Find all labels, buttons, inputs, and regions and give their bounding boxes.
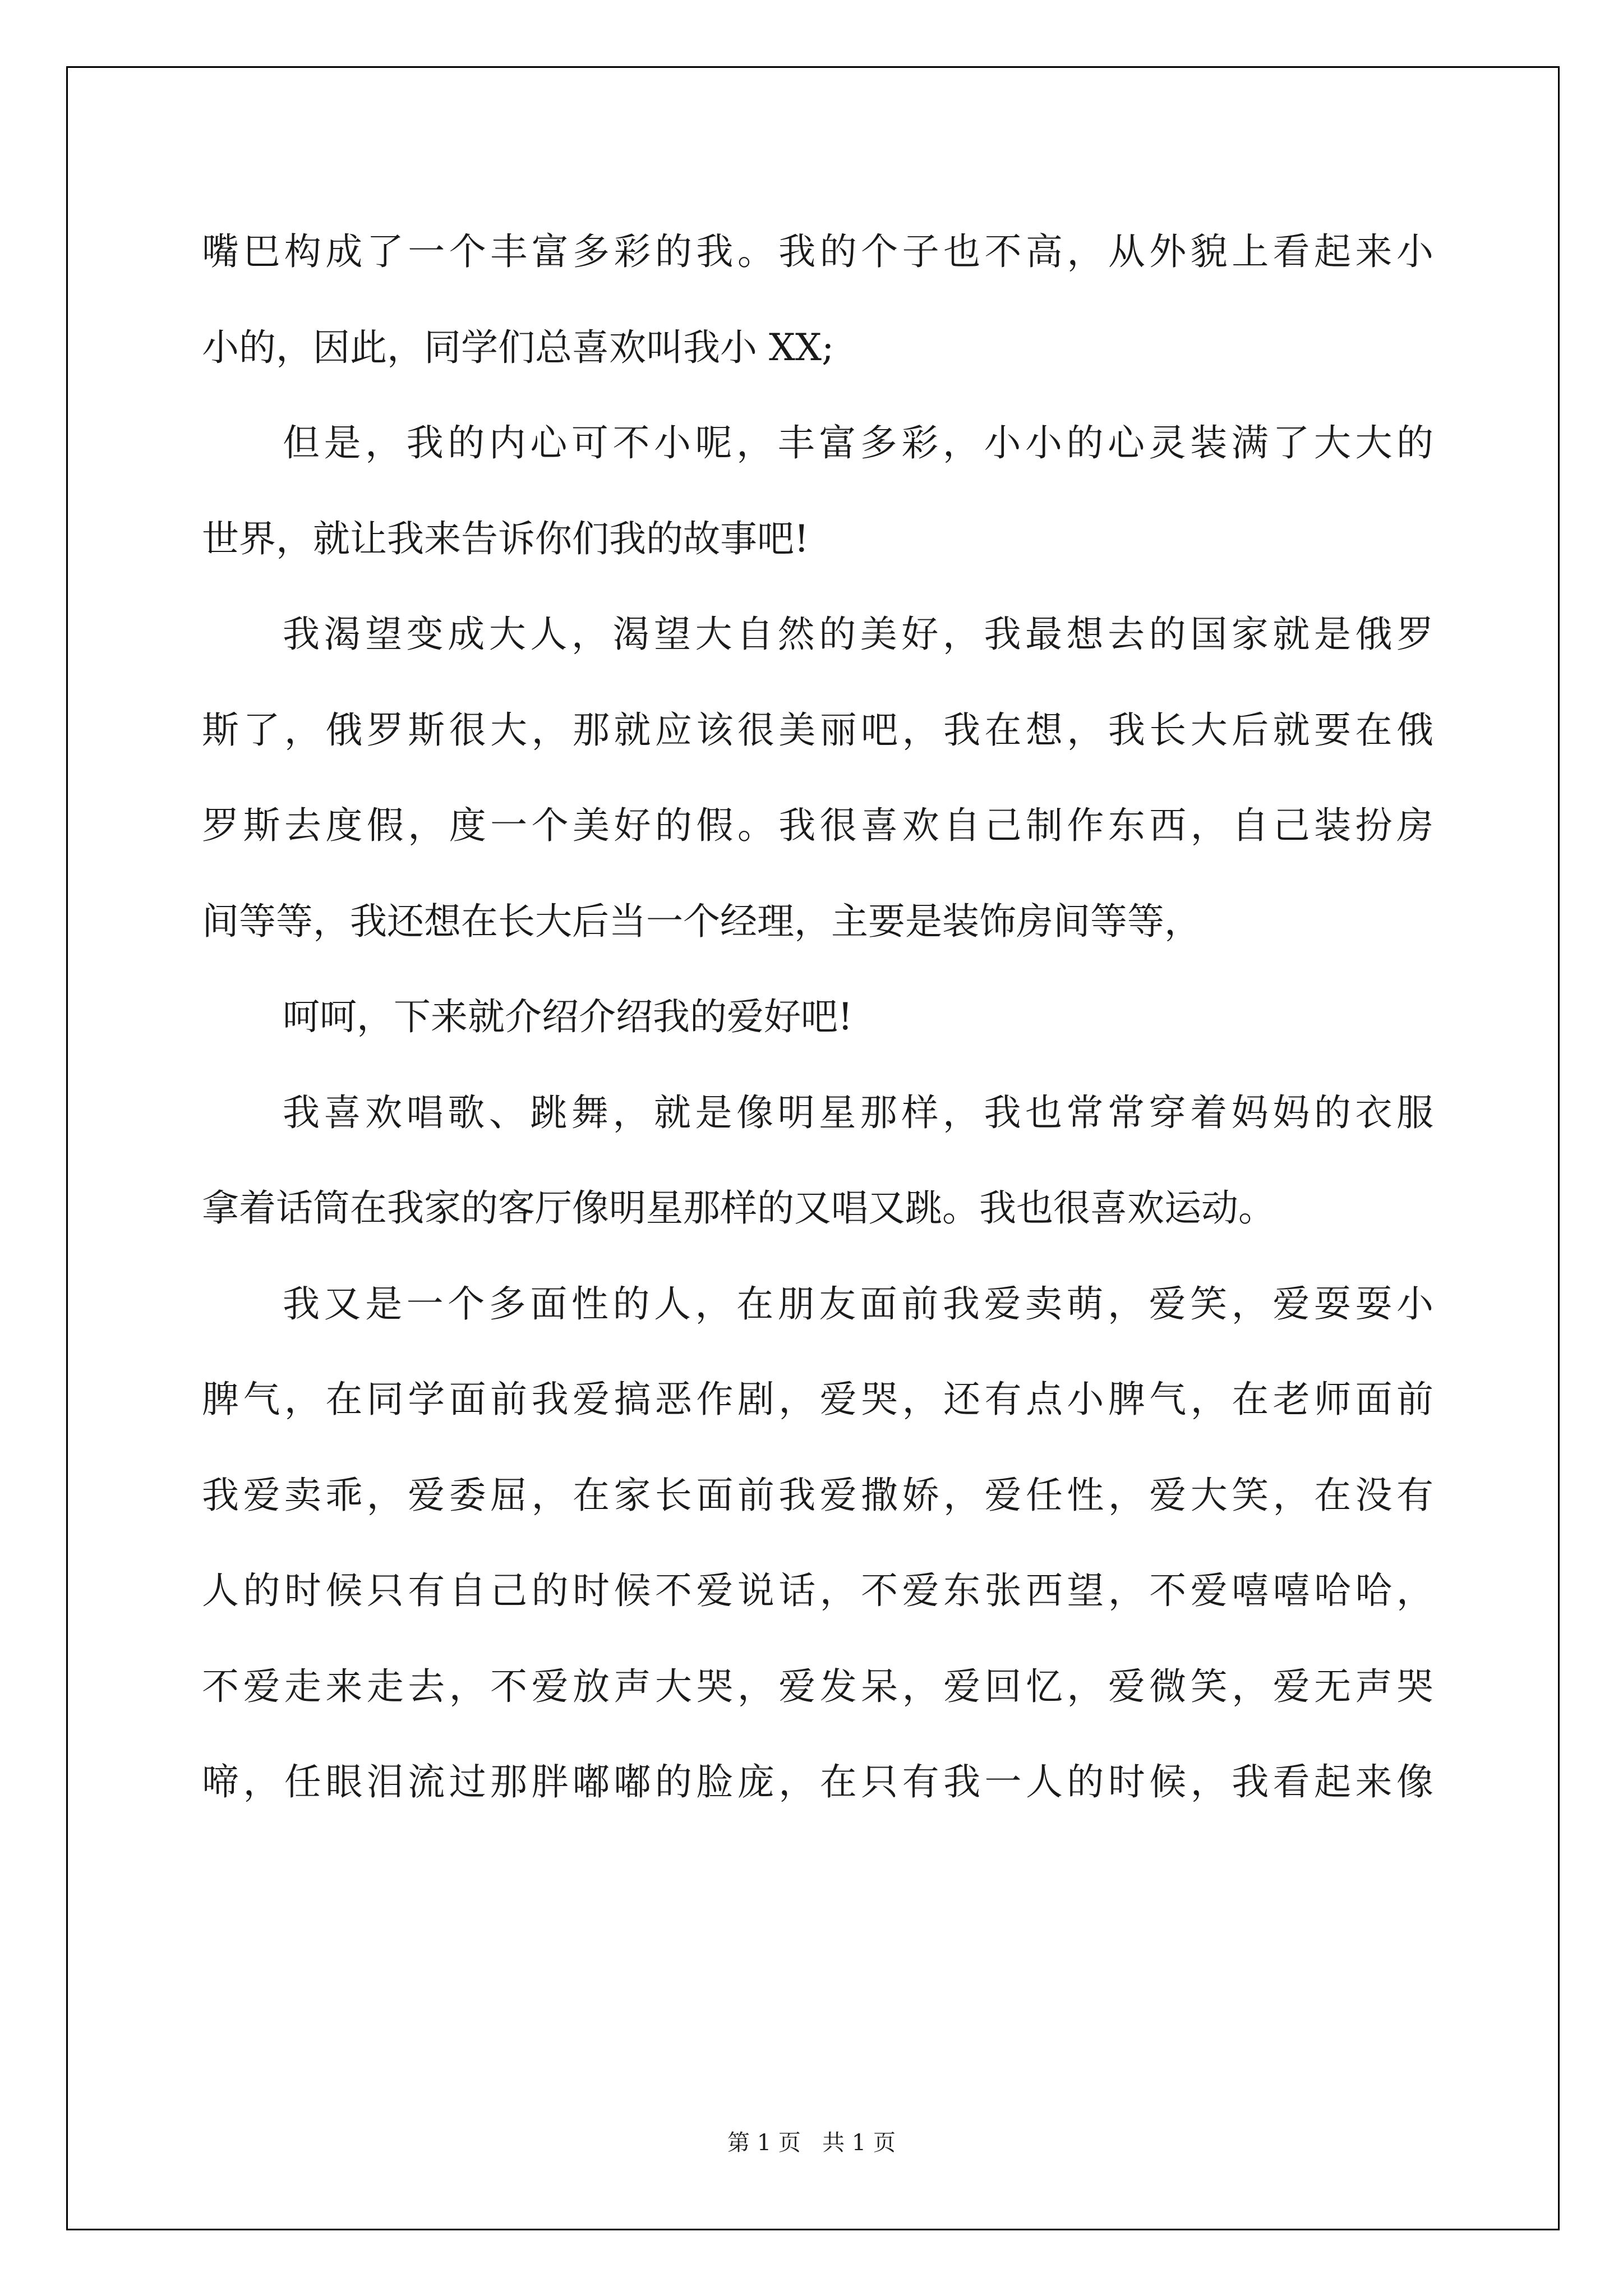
text-line: 世界，就让我来告诉你们我的故事吧! [202, 517, 809, 560]
text-line: 我爱卖乖，爱委屈，在家长面前我爱撒娇，爱任性，爱大笑，在没有 [202, 1474, 1433, 1517]
paragraph-first-line: 我又是一个多面性的人，在朋友面前我爱卖萌，爱笑，爱耍耍小 [283, 1282, 1433, 1326]
text-line: 罗斯去度假，度一个美好的假。我很喜欢自己制作东西，自己装扮房 [202, 804, 1433, 847]
text-line: 不爱走来走去，不爱放声大哭，爱发呆，爱回忆，爱微笑，爱无声哭 [202, 1665, 1433, 1708]
text-line: 间等等，我还想在长大后当一个经理，主要是装饰房间等等， [202, 900, 1201, 943]
text-line: 啼，任眼泪流过那胖嘟嘟的脸庞，在只有我一人的时候，我看起来像 [202, 1760, 1433, 1803]
paragraph-first-line: 我渴望变成大人，渴望大自然的美好，我最想去的国家就是俄罗 [283, 613, 1433, 656]
page-footer: 第 1 页 共 1 页 [727, 2130, 896, 2156]
text-line: 拿着话筒在我家的客厅像明星那样的又唱又跳。我也很喜欢运动。 [202, 1186, 1275, 1230]
paragraph-first-line: 但是，我的内心可不小呢，丰富多彩，小小的心灵装满了大大的 [283, 421, 1433, 464]
text-line: 脾气，在同学面前我爱搞恶作剧，爱哭，还有点小脾气，在老师面前 [202, 1378, 1433, 1421]
page-border [66, 66, 1560, 2230]
text-line: 人的时候只有自己的时候不爱说话，不爱东张西望，不爱嘻嘻哈哈， [202, 1569, 1433, 1612]
text-line: 小的，因此，同学们总喜欢叫我小 XX; [202, 326, 834, 369]
paragraph-first-line: 呵呵，下来就介绍介绍我的爱好吧! [283, 995, 853, 1038]
text-line: 斯了，俄罗斯很大，那就应该很美丽吧，我在想，我长大后就要在俄 [202, 708, 1433, 752]
paragraph-first-line: 我喜欢唱歌、跳舞，就是像明星那样，我也常常穿着妈妈的衣服 [283, 1091, 1433, 1134]
text-line: 嘴巴构成了一个丰富多彩的我。我的个子也不高，从外貌上看起来小 [202, 230, 1433, 273]
